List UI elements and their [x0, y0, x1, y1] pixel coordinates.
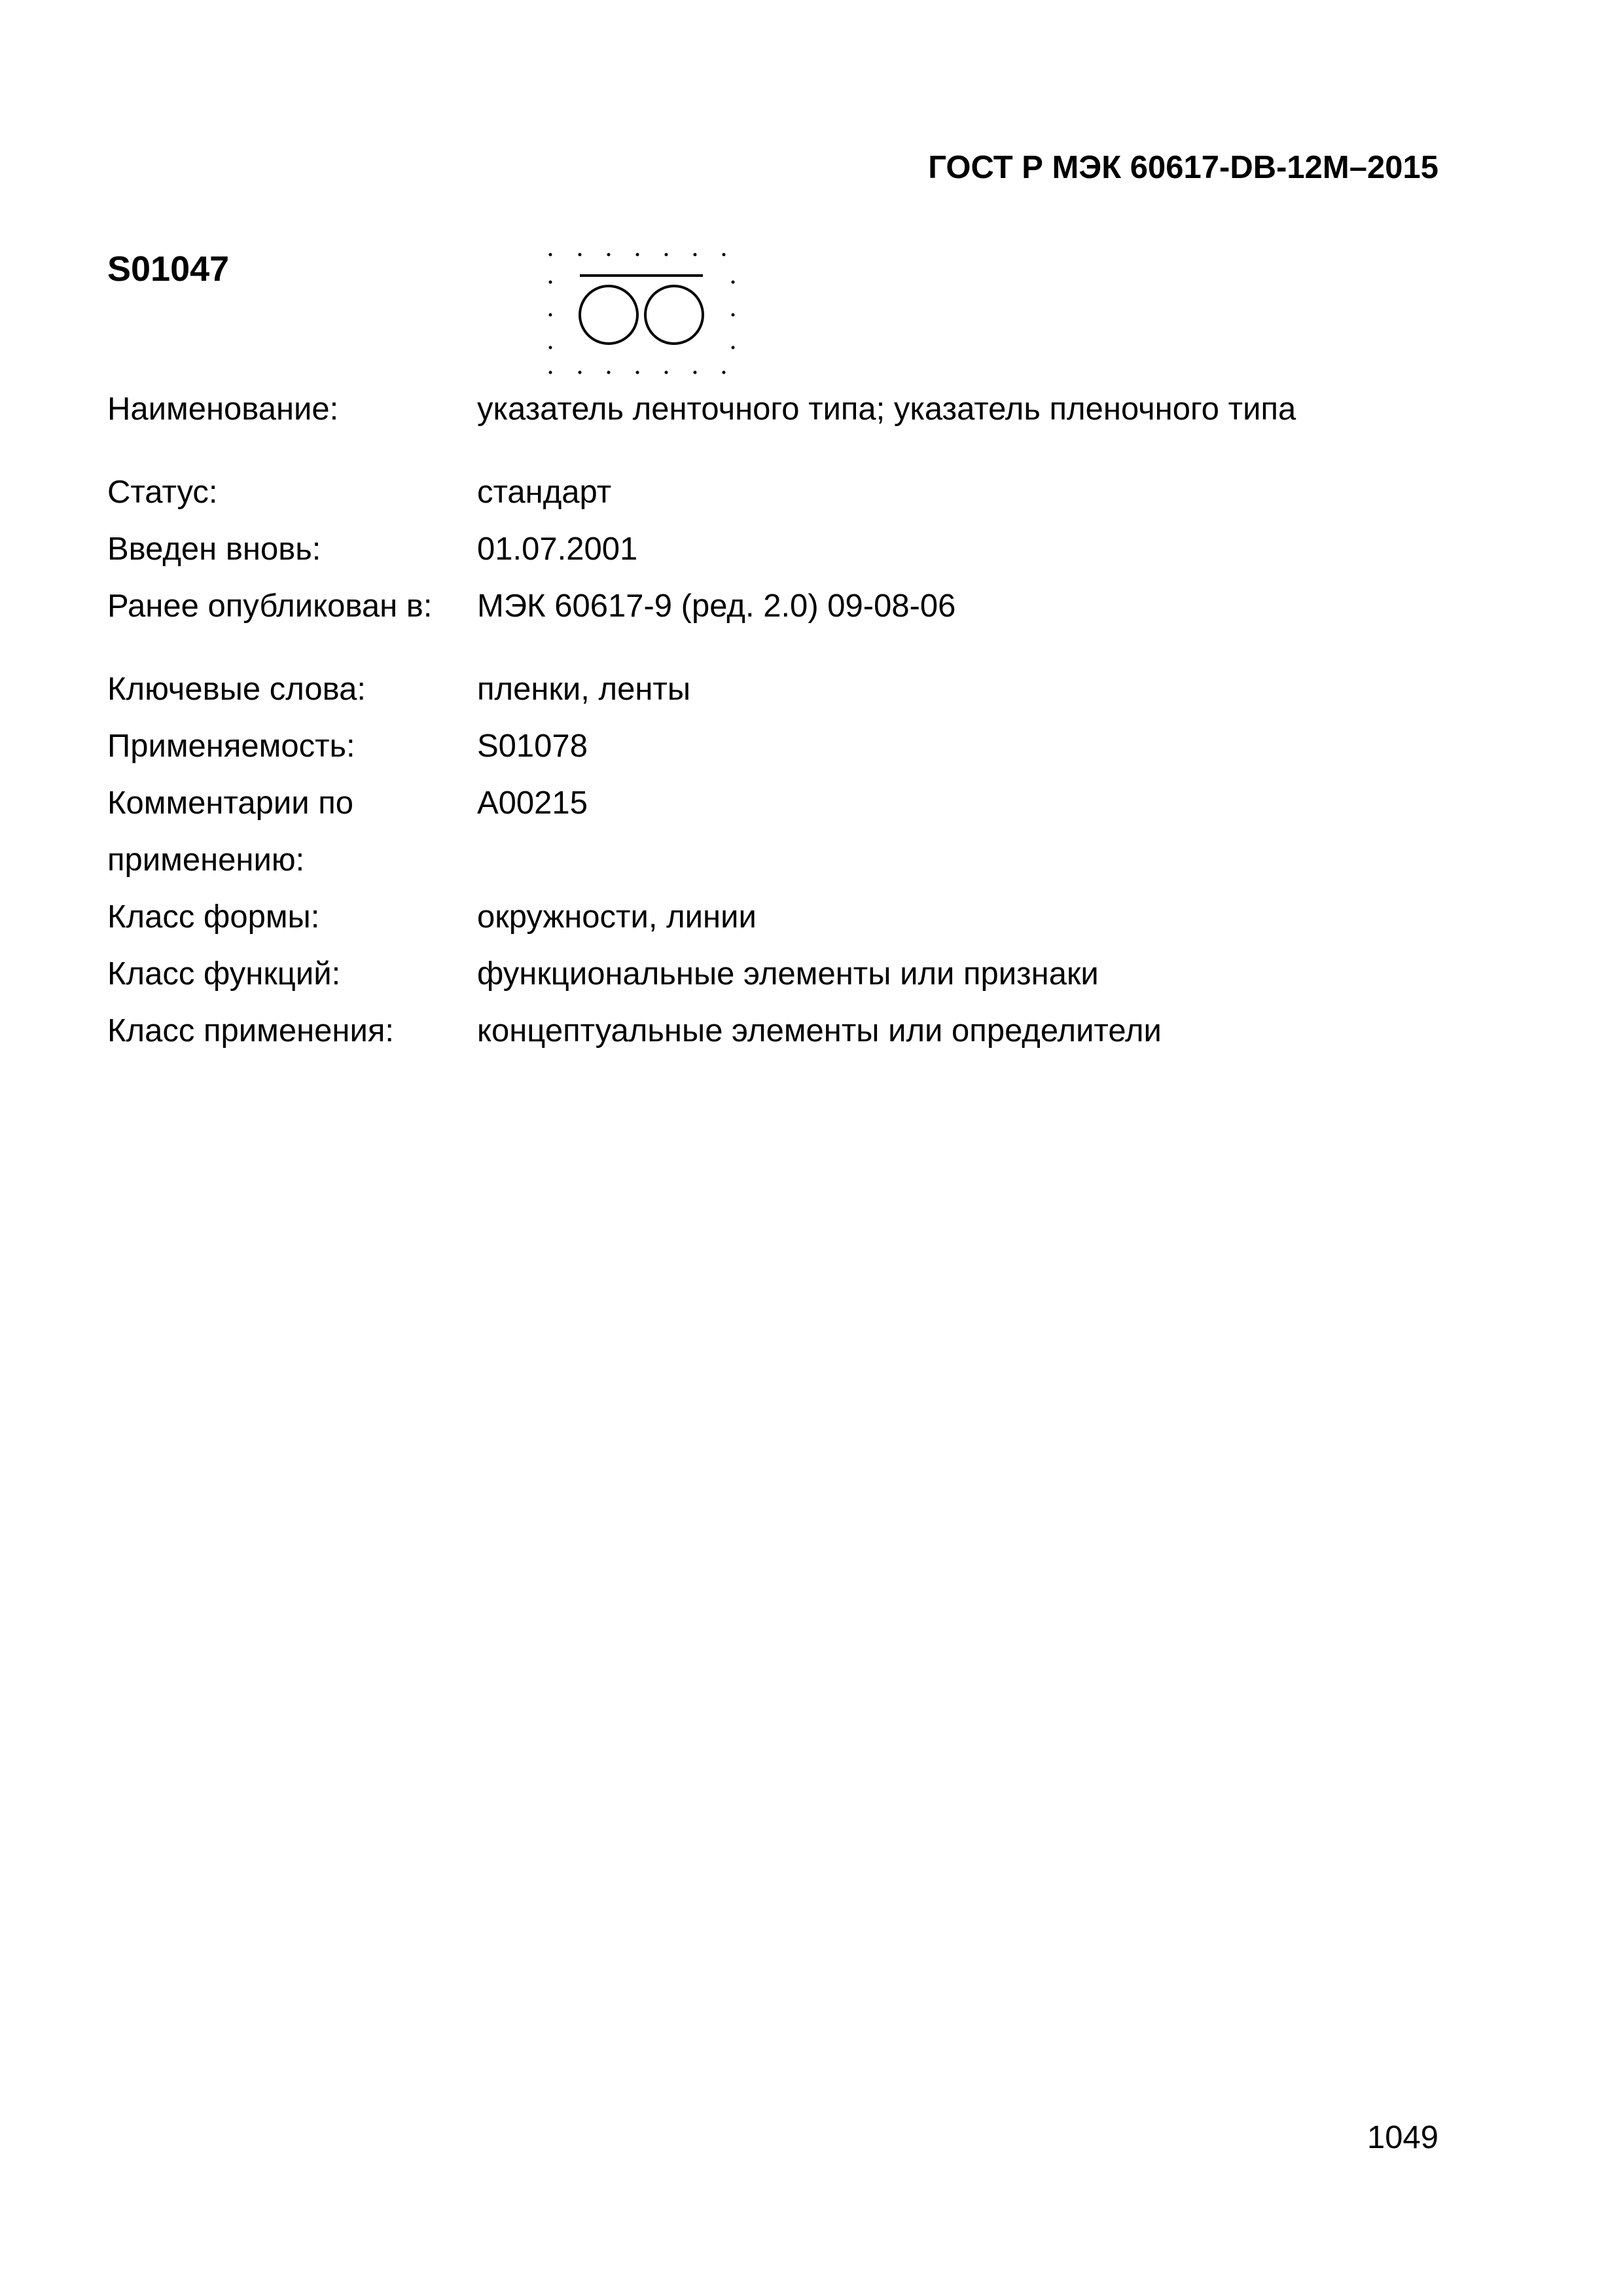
grid-dot	[549, 371, 552, 374]
grid-dot	[549, 314, 552, 317]
field-value: МЭК 60617-9 (ред. 2.0) 09-08-06	[477, 588, 956, 624]
field-row-application-notes	[107, 775, 1482, 889]
grid-dot	[579, 371, 582, 374]
grid-dot	[636, 371, 639, 374]
field-label: Наименование:	[107, 391, 339, 427]
grid-dot	[665, 371, 668, 374]
field-value: пленки, ленты	[477, 672, 691, 707]
field-label: Введен вновь:	[107, 531, 321, 567]
grid-dot	[607, 253, 611, 257]
grid-dot	[732, 281, 735, 284]
field-value: указатель ленточного типа; указатель пленочного типа	[477, 391, 1296, 427]
field-value: стандарт	[477, 475, 612, 510]
document-standard-header: ГОСТ Р МЭК 60617-DB-12М–2015	[928, 150, 1438, 185]
field-row-applicability	[107, 718, 1482, 775]
grid-dot	[549, 281, 552, 284]
grid-dot	[549, 346, 552, 350]
field-label: Класс применения:	[107, 1013, 394, 1049]
right-reel-circle	[645, 286, 703, 344]
field-value: 01.07.2001	[477, 531, 638, 567]
grid-dot	[732, 346, 735, 350]
left-reel-circle	[580, 286, 637, 344]
field-label: Ключевые слова:	[107, 672, 366, 707]
field-label: Класс формы:	[107, 899, 320, 935]
field-label: Применяемость:	[107, 728, 355, 764]
field-row-introduced	[107, 521, 1482, 578]
grid-dot	[694, 253, 697, 257]
grid-dot	[579, 253, 582, 257]
field-label: Ранее опубликован в:	[107, 588, 433, 624]
symbol-grid-dots	[549, 253, 735, 374]
field-row-name	[107, 381, 1482, 438]
tape-indicator-symbol-icon	[547, 249, 741, 380]
field-label: Статус:	[107, 475, 218, 510]
field-value: концептуальные элементы или определители	[477, 1013, 1162, 1049]
grid-dot	[722, 253, 726, 257]
grid-dot	[607, 371, 611, 374]
field-label: Класс функций:	[107, 956, 341, 992]
grid-dot	[732, 314, 735, 317]
field-row-previously-published	[107, 578, 1482, 635]
symbol-properties-table	[107, 381, 1482, 1060]
page-number: 1049	[1366, 2120, 1438, 2155]
field-label: Комментарии по применению:	[107, 785, 354, 878]
field-value: функциональные элементы или признаки	[477, 956, 1099, 992]
grid-dot	[665, 253, 668, 257]
grid-dot	[636, 253, 639, 257]
grid-dot	[722, 371, 726, 374]
field-row-shape-class	[107, 889, 1482, 946]
field-row-application-class	[107, 1003, 1482, 1060]
field-row-function-class	[107, 946, 1482, 1003]
grid-dot	[549, 253, 552, 257]
grid-dot	[694, 371, 697, 374]
field-row-keywords	[107, 635, 1482, 718]
field-value: окружности, линии	[477, 899, 757, 935]
symbol-code: S01047	[107, 249, 230, 289]
field-value: S01078	[477, 728, 588, 764]
field-row-status	[107, 438, 1482, 521]
field-value: A00215	[477, 785, 588, 821]
